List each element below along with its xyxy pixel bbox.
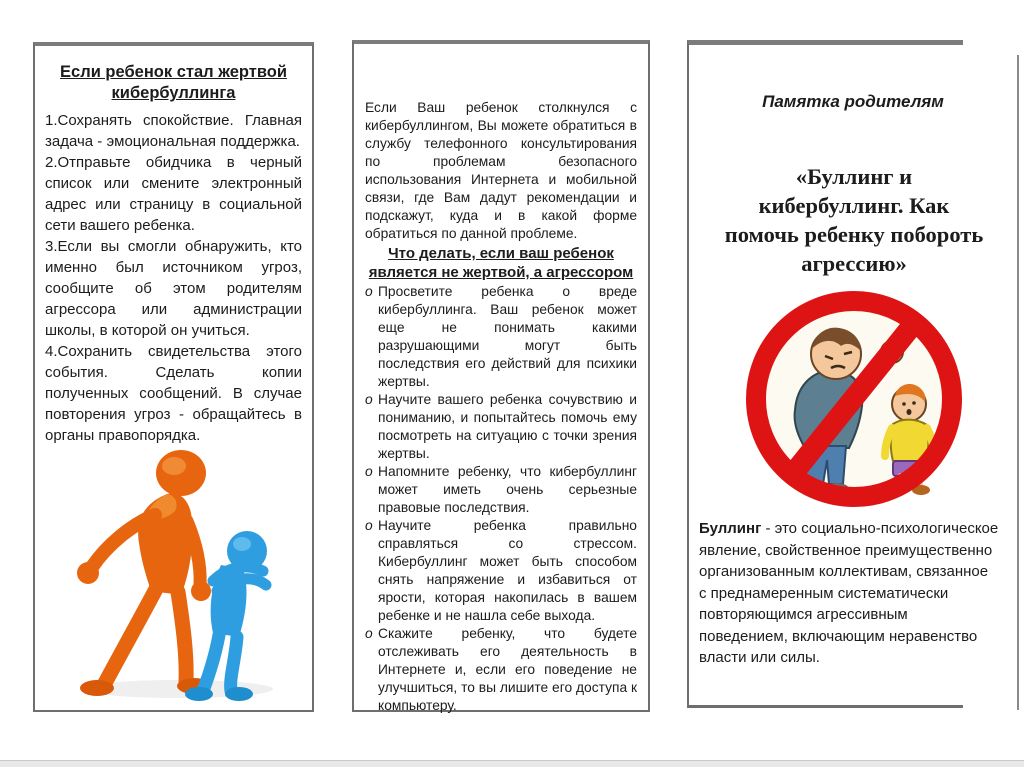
bullet-o-icon: o [365,392,373,407]
definition-term: Буллинг [699,520,762,537]
bullet-o-icon: o [365,626,373,641]
list-item [365,517,637,625]
panel-victim-advice [33,42,314,712]
bully-victim-figures-illustration [63,439,288,704]
aggressor-advice-list [365,283,637,715]
list-item-text: Научите ребенка правильно справляться со стрессом. Кибербуллинг может быть способом снять напряжение и избавиться от ярости, которая накопилась в вашем ребенке и не нашла себе выхода. [378,518,637,623]
middle-intro-paragraph: Если Ваш ребенок столкнулся с кибербуллингом, Вы можете обратиться в службу телефонного консультирования по проблемам безопасного использования Интернета и мобильной связи, где Вам дадут рекомендации и подскажут, куда и в какой форме обратиться по данной проблеме. [365,100,637,241]
left-panel-paragraph: 1.Сохранять спокойствие. Главная задача - эмоциональная поддержка. [45,112,302,150]
list-item-text: Научите вашего ребенка сочувствию и пониманию, и попытайтесь помочь ему посмотреть на ситуацию с точки зрения жертвы. [378,392,637,461]
definition-line: с преднамеренным систематически [699,584,949,602]
left-panel-paragraph: 2.Отправьте обидчика в черный список или смените электронный адрес или страницу в социальной сети вашего ребенка. [45,154,302,234]
list-item [365,463,637,517]
list-item [365,283,637,391]
list-item [365,391,637,463]
list-item-text: Просветите ребенка о вреде кибербуллинга. Ваш ребенок может еще не понимать какими разрушающими могут быть последствия его действий для психики жертвы. [378,284,637,389]
list-item-text: Напомните ребенку, что кибербуллинг может иметь очень серьезные правовые последствия. [378,464,637,515]
left-panel-paragraph: 4.Сохранить свидетельства этого события. Сделать копии полученных сообщений. В случае повторения угроз - обращайтесь в органы правопорядка. [45,343,302,444]
no-bullying-sign-icon [743,288,965,510]
cover-subtitle: Памятка родителям [762,92,944,111]
bullet-o-icon: o [365,518,373,533]
definition-line: организованным коллективам, связанное [699,563,989,580]
bullying-definition [699,518,1019,669]
left-panel-paragraph: 3.Если вы смогли обнаружить, кто именно был источником угроз, сообщите об этом родителям агрессора или администрации школы, в которой он учиться. [45,238,302,339]
definition-line: Буллинг - это социально-психологическое [699,520,999,537]
left-panel-title: Если ребенок стал жертвой кибербуллинга [60,63,287,102]
orange-bully-figure [77,450,211,696]
list-item-text: Скажите ребенку, что будете отслеживать его деятельность в Интернете и, если его поведение не улучшиться, то вы лишите его доступа к компьютеру. [378,626,637,713]
definition-line: поведением, включающим неравенство [699,627,978,645]
panel-cover [687,40,1019,712]
definition-line: власти или силы. [699,649,820,666]
cover-title: «Буллинг и кибербуллинг. Как помочь ребенку побороть агрессию» [724,164,984,276]
definition-line: повторяющимся агрессивным [699,606,908,623]
bullet-o-icon: o [365,284,373,299]
list-item [365,625,637,715]
middle-panel-heading: Что делать, если ваш ребенок является не жертвой, а агрессором [368,245,634,281]
definition-line: явление, свойственное преимущественно [699,541,993,559]
bottom-strip [0,760,1024,767]
panel-aggressor-advice [352,40,650,712]
bullet-o-icon: o [365,464,373,479]
